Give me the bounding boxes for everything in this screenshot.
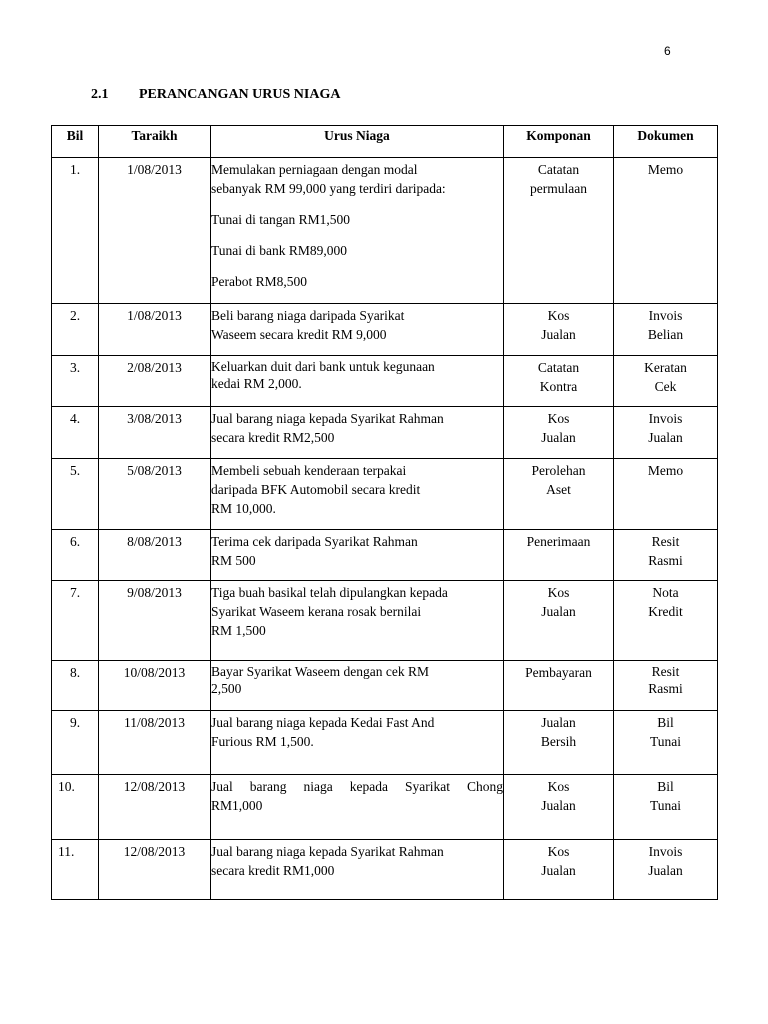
dokumen-line: Tunai <box>649 734 681 749</box>
dokumen-line: Rasmi <box>648 553 683 568</box>
urus-line: Keluarkan duit dari bank untuk kegunaan <box>211 359 435 374</box>
cell-komponan <box>504 775 614 840</box>
cell-tarikh: 8/08/2013 <box>99 530 211 581</box>
cell-komponan <box>504 356 614 407</box>
urus-line: Beli barang niaga daripada Syarikat <box>211 308 405 323</box>
komponan-line: Kontra <box>539 379 578 394</box>
table-row <box>52 661 718 711</box>
urus-line: 2,500 <box>211 681 242 696</box>
urus-paragraph: Perabot RM8,500 <box>211 274 307 289</box>
dokumen-line: Keratan <box>644 360 687 375</box>
cell-urus-niaga <box>211 661 504 711</box>
dokumen-line: Bil <box>657 715 674 730</box>
urus-line: RM 1,500 <box>211 623 266 638</box>
table-row <box>52 158 718 304</box>
cell-komponan <box>504 840 614 900</box>
table-row <box>52 459 718 530</box>
dokumen-line: Resit <box>651 664 680 679</box>
table-header-row <box>52 126 718 158</box>
urus-line: Jual barang niaga kepada Syarikat Chong <box>211 779 503 794</box>
header-komponan: Komponan <box>504 126 614 158</box>
dokumen-line: Belian <box>647 327 684 342</box>
cell-bil: 6. <box>52 530 99 581</box>
table-row <box>52 840 718 900</box>
urus-line: Furious RM 1,500. <box>211 734 314 749</box>
komponan-line: Jualan <box>541 604 576 619</box>
cell-komponan <box>504 661 614 711</box>
komponan-line: Jualan <box>541 430 576 445</box>
cell-dokumen <box>614 775 718 840</box>
cell-komponan <box>504 459 614 530</box>
urus-line: Bayar Syarikat Waseem dengan cek RM <box>211 664 429 679</box>
urus-line: RM 500 <box>211 553 256 568</box>
dokumen-line: Jualan <box>648 863 683 878</box>
urus-paragraph: Tunai di tangan RM1,500 <box>211 212 351 227</box>
section-title: PERANCANGAN URUS NIAGA <box>139 87 341 102</box>
cell-bil: 9. <box>52 711 99 775</box>
table-row <box>52 356 718 407</box>
komponan-line: Kos <box>547 779 570 794</box>
komponan-line: permulaan <box>530 181 587 196</box>
cell-dokumen <box>614 459 718 530</box>
urus-line: Terima cek daripada Syarikat Rahman <box>211 534 418 549</box>
cell-urus-niaga <box>211 459 504 530</box>
komponan-line: Catatan <box>537 360 580 375</box>
urus-paragraph <box>211 160 503 198</box>
urus-line: kedai RM 2,000. <box>211 376 302 391</box>
urus-line: Memulakan perniagaan dengan modal <box>211 162 418 177</box>
urus-line: Jual barang niaga kepada Syarikat Rahman <box>211 411 444 426</box>
urus-line: Syarikat Waseem kerana rosak bernilai <box>211 604 422 619</box>
komponan-line: Jualan <box>541 798 576 813</box>
komponan-line: Kos <box>547 308 570 323</box>
dokumen-line: Rasmi <box>648 681 683 696</box>
komponan-line: Perolehan <box>531 463 586 478</box>
dokumen-line: Jualan <box>648 430 683 445</box>
table-row <box>52 530 718 581</box>
header-urus-niaga: Urus Niaga <box>211 126 504 158</box>
cell-dokumen <box>614 711 718 775</box>
header-tarikh: Taraikh <box>99 126 211 158</box>
urus-line: Tiga buah basikal telah dipulangkan kepada <box>211 585 448 600</box>
cell-tarikh: 9/08/2013 <box>99 581 211 661</box>
section-heading <box>91 87 340 103</box>
cell-bil: 11. <box>52 840 99 900</box>
komponan-line: Kos <box>547 585 570 600</box>
dokumen-line: Tunai <box>649 798 681 813</box>
cell-dokumen <box>614 840 718 900</box>
urus-line: secara kredit RM1,000 <box>211 863 335 878</box>
komponan-line: Pembayaran <box>525 665 592 680</box>
table-row <box>52 775 718 840</box>
cell-tarikh: 12/08/2013 <box>99 775 211 840</box>
cell-komponan <box>504 304 614 356</box>
urus-line: Jual barang niaga kepada Kedai Fast And <box>211 715 435 730</box>
dokumen-line: Bil <box>657 779 674 794</box>
urus-line: Jual barang niaga kepada Syarikat Rahman <box>211 844 444 859</box>
komponan-line: Penerimaan <box>526 534 591 549</box>
urus-line: Waseem secara kredit RM 9,000 <box>211 327 387 342</box>
cell-bil: 2. <box>52 304 99 356</box>
dokumen-line: Memo <box>647 162 684 177</box>
cell-dokumen <box>614 407 718 459</box>
cell-tarikh: 12/08/2013 <box>99 840 211 900</box>
komponan-line: Catatan <box>537 162 580 177</box>
page-number: 6 <box>664 44 671 58</box>
komponan-line: Bersih <box>540 734 577 749</box>
cell-bil: 3. <box>52 356 99 407</box>
urus-line: RM1,000 <box>211 798 263 813</box>
urus-line: sebanyak RM 99,000 yang terdiri daripada: <box>211 181 446 196</box>
cell-tarikh: 5/08/2013 <box>99 459 211 530</box>
cell-komponan <box>504 581 614 661</box>
dokumen-line: Kredit <box>648 604 683 619</box>
urus-line: daripada BFK Automobil secara kredit <box>211 482 421 497</box>
cell-urus-niaga <box>211 356 504 407</box>
table-row <box>52 581 718 661</box>
komponan-line: Kos <box>547 844 570 859</box>
cell-dokumen <box>614 581 718 661</box>
dokumen-line: Invois <box>648 844 683 859</box>
cell-urus-niaga <box>211 530 504 581</box>
cell-urus-niaga <box>211 840 504 900</box>
dokumen-line: Cek <box>654 379 677 394</box>
cell-urus-niaga <box>211 775 504 840</box>
urus-paragraph: Tunai di bank RM89,000 <box>211 243 348 258</box>
cell-bil: 10. <box>52 775 99 840</box>
cell-urus-niaga <box>211 407 504 459</box>
cell-tarikh: 1/08/2013 <box>99 158 211 304</box>
header-bil: Bil <box>52 126 99 158</box>
cell-dokumen <box>614 356 718 407</box>
transaction-table <box>51 125 718 900</box>
urus-line: RM 10,000. <box>211 501 276 516</box>
dokumen-line: Invois <box>648 308 683 323</box>
komponan-line: Jualan <box>541 715 576 730</box>
header-dokumen: Dokumen <box>614 126 718 158</box>
cell-tarikh: 2/08/2013 <box>99 356 211 407</box>
cell-bil: 4. <box>52 407 99 459</box>
section-number: 2.1 <box>91 87 109 102</box>
cell-dokumen <box>614 661 718 711</box>
cell-komponan <box>504 407 614 459</box>
komponan-line: Kos <box>547 411 570 426</box>
cell-bil: 5. <box>52 459 99 530</box>
cell-dokumen <box>614 158 718 304</box>
cell-komponan <box>504 530 614 581</box>
cell-urus-niaga <box>211 711 504 775</box>
cell-bil: 1. <box>52 158 99 304</box>
table-row <box>52 304 718 356</box>
cell-urus-niaga <box>211 158 504 304</box>
cell-bil: 8. <box>52 661 99 711</box>
dokumen-line: Invois <box>648 411 683 426</box>
cell-komponan <box>504 711 614 775</box>
dokumen-line: Nota <box>652 585 679 600</box>
cell-tarikh: 10/08/2013 <box>99 661 211 711</box>
komponan-line: Aset <box>546 482 571 497</box>
cell-urus-niaga <box>211 581 504 661</box>
dokumen-line: Resit <box>651 534 680 549</box>
cell-bil: 7. <box>52 581 99 661</box>
table-row <box>52 407 718 459</box>
cell-tarikh: 1/08/2013 <box>99 304 211 356</box>
cell-dokumen <box>614 530 718 581</box>
urus-line: secara kredit RM2,500 <box>211 430 335 445</box>
komponan-line: Jualan <box>541 863 576 878</box>
cell-tarikh: 3/08/2013 <box>99 407 211 459</box>
cell-urus-niaga <box>211 304 504 356</box>
table-row <box>52 711 718 775</box>
cell-tarikh: 11/08/2013 <box>99 711 211 775</box>
urus-line: Membeli sebuah kenderaan terpakai <box>211 463 407 478</box>
komponan-line: Jualan <box>541 327 576 342</box>
dokumen-line: Memo <box>647 463 684 478</box>
cell-komponan <box>504 158 614 304</box>
cell-dokumen <box>614 304 718 356</box>
